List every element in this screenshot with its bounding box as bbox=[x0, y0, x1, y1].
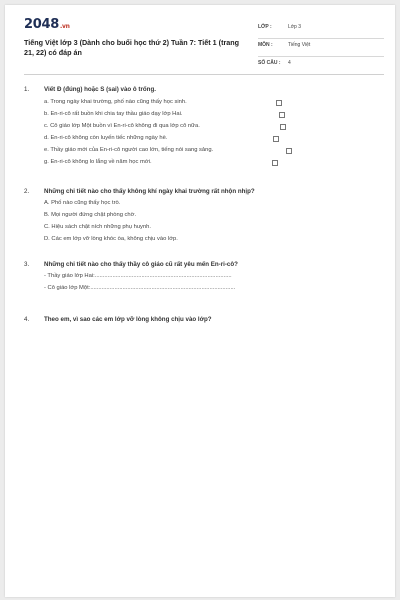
answer-checkbox-g[interactable] bbox=[272, 160, 278, 166]
question-number: 1. bbox=[24, 86, 30, 93]
document-meta bbox=[258, 21, 384, 75]
answer-checkbox-d[interactable] bbox=[273, 136, 279, 142]
answer-checkbox-c[interactable] bbox=[280, 124, 286, 130]
meta-row-class bbox=[258, 21, 384, 39]
question-number: 3. bbox=[24, 261, 30, 268]
choice-b[interactable]: B. Mọi người đứng chật phòng chờ. bbox=[44, 212, 137, 218]
meta-value-question-count: 4 bbox=[288, 60, 291, 66]
document-page bbox=[5, 5, 395, 597]
statement-c: c. Cô giáo lớp Một buồn vì En-ri-cô không đi qua lớp cô nữa. bbox=[44, 123, 200, 129]
question-text: Viết Đ (đúng) hoặc S (sai) vào ô trống. bbox=[44, 86, 156, 93]
document-title: Tiếng Việt lớp 3 (Dành cho buổi học thứ 2) Tuần 7: Tiết 1 (trang 21, 22) có đáp án bbox=[24, 38, 240, 57]
answer-line-teacher-grade-1[interactable]: - Cô giáo lớp Một:.......................................................................................... bbox=[44, 285, 236, 291]
logo-text: 2048 bbox=[24, 17, 59, 32]
statement-a: a. Trong ngày khai trường, phố nào cũng thấy học sinh. bbox=[44, 99, 187, 105]
answer-checkbox-e[interactable] bbox=[286, 148, 292, 154]
answer-checkbox-a[interactable] bbox=[276, 100, 282, 106]
choice-d[interactable]: D. Các em lớp vỡ lòng khóc òa, không chịu vào lớp. bbox=[44, 236, 178, 242]
question-number: 2. bbox=[24, 188, 30, 195]
meta-label-class: LỚP : bbox=[258, 24, 272, 30]
logo-suffix: .vn bbox=[59, 23, 70, 30]
meta-label-subject: MÔN : bbox=[258, 42, 273, 48]
meta-row-question-count bbox=[258, 57, 384, 75]
question-text: Những chi tiết nào cho thấy thầy cô giáo cũ rất yêu mến En-ri-cô? bbox=[44, 261, 238, 268]
statement-e: e. Thầy giáo mới của En-ri-cô người cao lớn, tiếng nói sang sảng. bbox=[44, 147, 214, 153]
meta-label-question-count: SỐ CÂU : bbox=[258, 60, 281, 66]
header-divider bbox=[24, 74, 384, 75]
answer-checkbox-b[interactable] bbox=[279, 112, 285, 118]
question-text: Những chi tiết nào cho thấy không khí ngày khai trường rất nhộn nhịp? bbox=[44, 188, 255, 195]
site-logo[interactable] bbox=[24, 17, 70, 32]
meta-value-class: Lớp 3 bbox=[288, 24, 302, 30]
question-text: Theo em, vì sao các em lớp vỡ lòng không chịu vào lớp? bbox=[44, 316, 212, 323]
choice-c[interactable]: C. Hiệu sách chật ních những phụ huynh. bbox=[44, 224, 152, 230]
statement-b: b. En-ri-cô rất buồn khi chia tay thầu giáo dạy lớp Hai. bbox=[44, 111, 183, 117]
answer-line-teacher-grade-2[interactable]: - Thầy giáo lớp Hai:..................................................................................... bbox=[44, 273, 232, 279]
statement-g: g. En-ri-cô không lo lắng về năm học mới. bbox=[44, 159, 152, 165]
question-number: 4. bbox=[24, 316, 30, 323]
choice-a[interactable]: A. Phố nào cũng thấy học trò. bbox=[44, 200, 121, 206]
statement-d: d. En-ri-cô không còn luyến tiếc những ngày hè. bbox=[44, 135, 168, 141]
meta-value-subject: Tiếng Việt bbox=[288, 42, 311, 48]
meta-row-subject bbox=[258, 39, 384, 57]
